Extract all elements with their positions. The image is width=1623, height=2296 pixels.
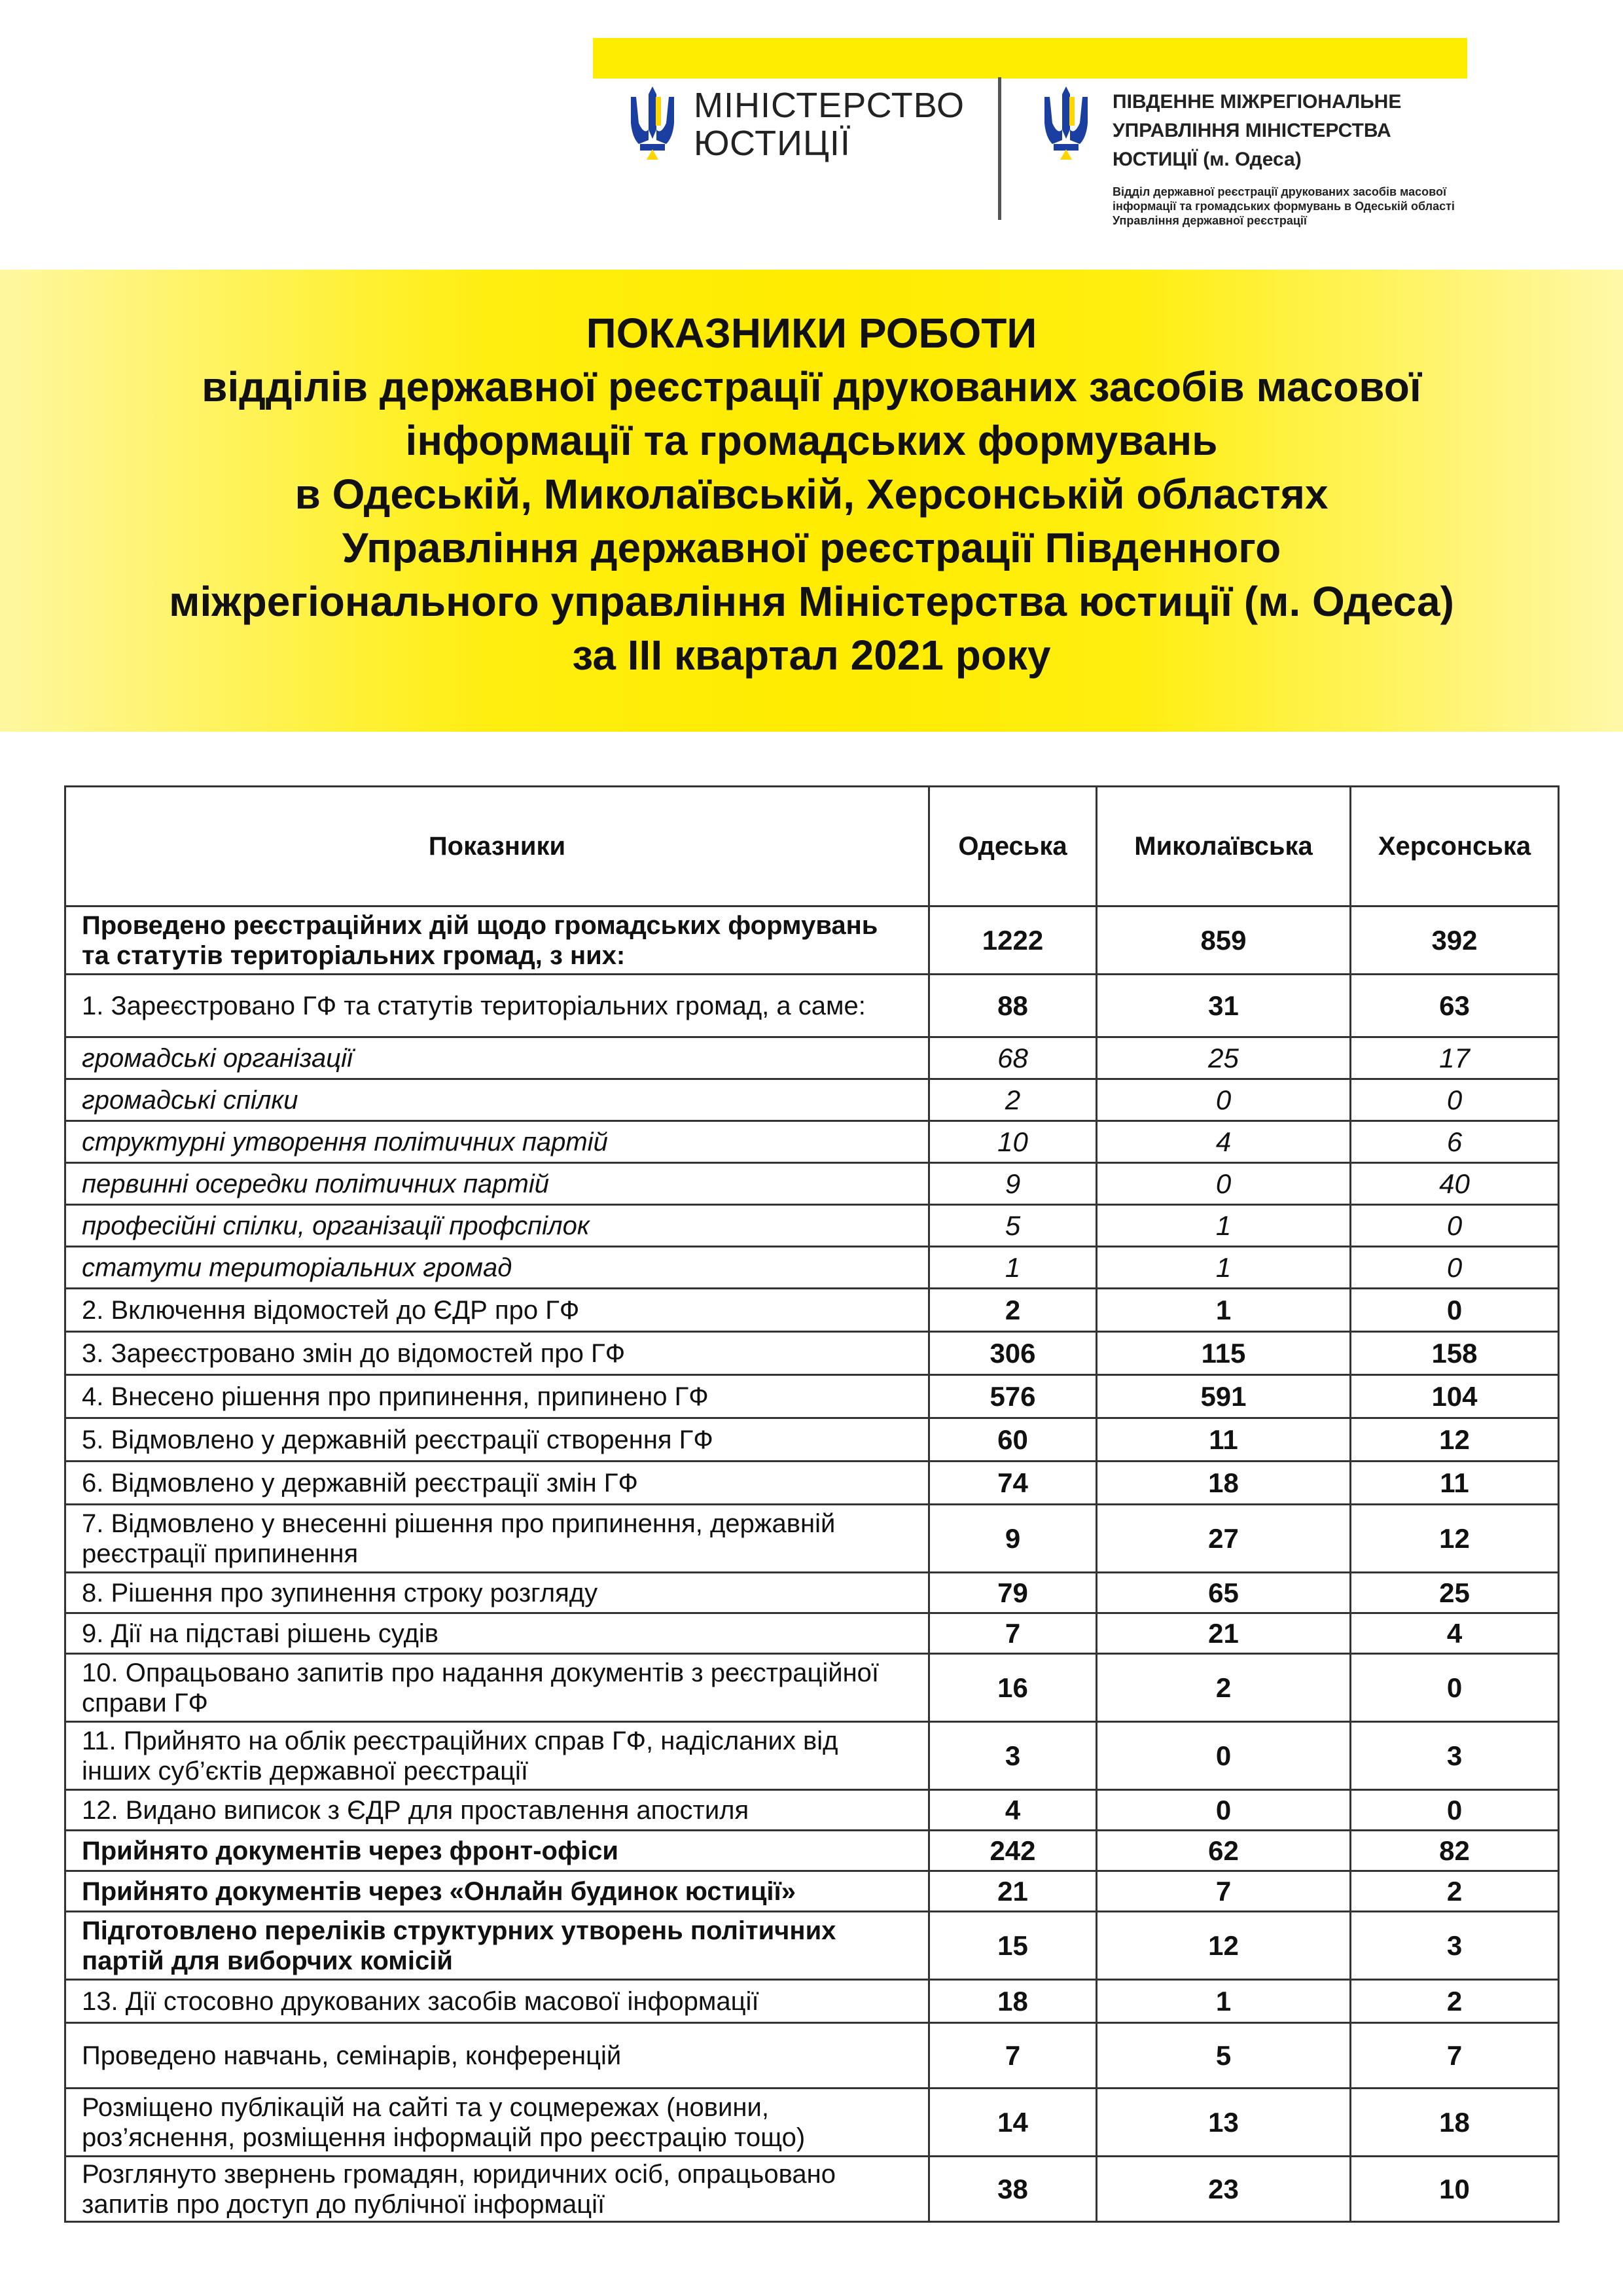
kherson-value: 18: [1351, 2089, 1559, 2157]
banner-title: [0, 306, 1623, 682]
row-label: 3. Зареєстровано змін до відомостей про ГФ: [65, 1332, 929, 1375]
row-label: громадські спілки: [65, 1079, 929, 1121]
kherson-value: 392: [1351, 906, 1559, 975]
table-row: [65, 1505, 1559, 1573]
table-row: [65, 1722, 1559, 1790]
row-label: 6. Відмовлено у державній реєстрації змін ГФ: [65, 1462, 929, 1505]
mykolaiv-value: 2: [1097, 1654, 1351, 1722]
row-label: Розглянуто звернень громадян, юридичних осіб, опрацьовано запитів про доступ до публічної інформації: [65, 2157, 929, 2222]
row-label: 11. Прийнято на облік реєстраційних справ ГФ, надісланих від інших суб’єктів державної реєстрації: [65, 1722, 929, 1790]
mykolaiv-value: 11: [1097, 1418, 1351, 1462]
header-indicators: Показники: [65, 787, 929, 906]
table-row: [65, 1980, 1559, 2023]
table-row: [65, 1912, 1559, 1980]
kherson-value: 25: [1351, 1573, 1559, 1613]
department-subtitle: Відділ державної реєстрації друкованих засобів масової інформації та громадських формувань в Одеській області Управління державної реєстрації: [1113, 185, 1455, 227]
header-divider: [998, 77, 1001, 220]
table-row: [65, 1462, 1559, 1505]
banner-line: відділів державної реєстрації друкованих засобів масової: [202, 363, 1421, 410]
trident-emblem-icon: [627, 84, 678, 164]
kherson-value: 7: [1351, 2023, 1559, 2089]
banner-line: за ІІІ квартал 2021 року: [572, 632, 1051, 679]
mykolaiv-value: 0: [1097, 1079, 1351, 1121]
header-mykolaiv: Миколаївська: [1097, 787, 1351, 906]
kherson-value: 40: [1351, 1163, 1559, 1205]
row-label: Розміщено публікацій на сайті та у соцмережах (новини, роз’яснення, розміщення інформацій про реєстрацію тощо): [65, 2089, 929, 2157]
table-row: [65, 1163, 1559, 1205]
table-row: [65, 2023, 1559, 2089]
kherson-value: 6: [1351, 1121, 1559, 1163]
table-row: [65, 1831, 1559, 1871]
mykolaiv-value: 21: [1097, 1613, 1351, 1654]
mykolaiv-value: 31: [1097, 975, 1351, 1037]
row-label: 7. Відмовлено у внесенні рішення про припинення, державній реєстрації припинення: [65, 1505, 929, 1573]
odesa-value: 2: [929, 1289, 1097, 1332]
mykolaiv-value: 115: [1097, 1332, 1351, 1375]
table-row: [65, 1332, 1559, 1375]
odesa-value: 15: [929, 1912, 1097, 1980]
odesa-value: 4: [929, 1790, 1097, 1831]
mykolaiv-value: 23: [1097, 2157, 1351, 2222]
odesa-value: 1222: [929, 906, 1097, 975]
yellow-top-bar: [593, 38, 1467, 79]
row-label: громадські організації: [65, 1037, 929, 1079]
table-row: [65, 975, 1559, 1037]
mykolaiv-value: 7: [1097, 1871, 1351, 1912]
mykolaiv-value: 1: [1097, 1205, 1351, 1247]
odesa-value: 88: [929, 975, 1097, 1037]
table-row: [65, 1037, 1559, 1079]
statistics-table: [64, 785, 1560, 2223]
kherson-value: 0: [1351, 1247, 1559, 1289]
mykolaiv-value: 62: [1097, 1831, 1351, 1871]
odesa-value: 60: [929, 1418, 1097, 1462]
row-label: 4. Внесено рішення про припинення, припинено ГФ: [65, 1375, 929, 1418]
mykolaiv-value: 1: [1097, 1247, 1351, 1289]
row-label: первинні осередки політичних партій: [65, 1163, 929, 1205]
table-row: [65, 1079, 1559, 1121]
banner-line: ПОКАЗНИКИ РОБОТИ: [586, 310, 1037, 357]
table-row: [65, 906, 1559, 975]
table-row: [65, 1418, 1559, 1462]
odesa-value: 9: [929, 1505, 1097, 1573]
trident-emblem-icon: [1041, 84, 1092, 164]
table-row: [65, 1871, 1559, 1912]
table-row: [65, 1654, 1559, 1722]
table-header-row: [65, 787, 1559, 906]
odesa-value: 14: [929, 2089, 1097, 2157]
mykolaiv-value: 27: [1097, 1505, 1351, 1573]
table-row: [65, 1247, 1559, 1289]
row-label: 13. Дії стосовно друкованих засобів масової інформації: [65, 1980, 929, 2023]
mykolaiv-value: 1: [1097, 1980, 1351, 2023]
kherson-value: 17: [1351, 1037, 1559, 1079]
kherson-value: 12: [1351, 1418, 1559, 1462]
kherson-value: 158: [1351, 1332, 1559, 1375]
row-label: 9. Дії на підставі рішень судів: [65, 1613, 929, 1654]
table-row: [65, 2157, 1559, 2222]
odesa-value: 74: [929, 1462, 1097, 1505]
row-label: Проведено реєстраційних дій щодо громадських формувань та статутів територіальних громад, з них:: [65, 906, 929, 975]
row-label: Прийнято документів через фронт-офіси: [65, 1831, 929, 1871]
odesa-value: 79: [929, 1573, 1097, 1613]
row-label: Проведено навчань, семінарів, конференцій: [65, 2023, 929, 2089]
table-row: [65, 1205, 1559, 1247]
department-title: ПІВДЕННЕ МІЖРЕГІОНАЛЬНЕ УПРАВЛІННЯ МІНІСТЕРСТВА ЮСТИЦІЇ (м. Одеса): [1113, 91, 1402, 170]
odesa-value: 9: [929, 1163, 1097, 1205]
kherson-value: 63: [1351, 975, 1559, 1037]
banner-line: міжрегіонального управління Міністерства юстиції (м. Одеса): [169, 578, 1454, 625]
row-label: Прийнято документів через «Онлайн будинок юстиції»: [65, 1871, 929, 1912]
mykolaiv-value: 0: [1097, 1163, 1351, 1205]
kherson-value: 0: [1351, 1654, 1559, 1722]
table-row: [65, 1790, 1559, 1831]
row-label: професійні спілки, організації профспілок: [65, 1205, 929, 1247]
header-odesa: Одеська: [929, 787, 1097, 906]
kherson-value: 0: [1351, 1079, 1559, 1121]
table-row: [65, 1573, 1559, 1613]
row-label: структурні утворення політичних партій: [65, 1121, 929, 1163]
table-row: [65, 1613, 1559, 1654]
kherson-value: 2: [1351, 1980, 1559, 2023]
odesa-value: 21: [929, 1871, 1097, 1912]
kherson-value: 0: [1351, 1205, 1559, 1247]
mykolaiv-value: 1: [1097, 1289, 1351, 1332]
mykolaiv-value: 859: [1097, 906, 1351, 975]
mykolaiv-value: 4: [1097, 1121, 1351, 1163]
ministry-name: МІНІСТЕРСТВО ЮСТИЦІЇ: [694, 86, 965, 163]
mykolaiv-value: 25: [1097, 1037, 1351, 1079]
row-label: 5. Відмовлено у державній реєстрації створення ГФ: [65, 1418, 929, 1462]
table-row: [65, 1289, 1559, 1332]
mykolaiv-value: 0: [1097, 1790, 1351, 1831]
kherson-value: 0: [1351, 1790, 1559, 1831]
row-label: 12. Видано виписок з ЄДР для проставлення апостиля: [65, 1790, 929, 1831]
row-label: 10. Опрацьовано запитів про надання документів з реєстраційної справи ГФ: [65, 1654, 929, 1722]
kherson-value: 11: [1351, 1462, 1559, 1505]
table-row: [65, 1121, 1559, 1163]
odesa-value: 38: [929, 2157, 1097, 2222]
header-kherson: Херсонська: [1351, 787, 1559, 906]
mykolaiv-value: 5: [1097, 2023, 1351, 2089]
mykolaiv-value: 0: [1097, 1722, 1351, 1790]
banner-line: Управління державної реєстрації Південного: [342, 524, 1281, 571]
banner-line: в Одеській, Миколаївській, Херсонській областях: [294, 471, 1329, 518]
table-row: [65, 2089, 1559, 2157]
mykolaiv-value: 65: [1097, 1573, 1351, 1613]
odesa-value: 576: [929, 1375, 1097, 1418]
odesa-value: 10: [929, 1121, 1097, 1163]
row-label: 1. Зареєстровано ГФ та статутів територіальних громад, а саме:: [65, 975, 929, 1037]
mykolaiv-value: 13: [1097, 2089, 1351, 2157]
odesa-value: 242: [929, 1831, 1097, 1871]
odesa-value: 306: [929, 1332, 1097, 1375]
kherson-value: 104: [1351, 1375, 1559, 1418]
odesa-value: 2: [929, 1079, 1097, 1121]
kherson-value: 3: [1351, 1912, 1559, 1980]
odesa-value: 18: [929, 1980, 1097, 2023]
mykolaiv-value: 591: [1097, 1375, 1351, 1418]
odesa-value: 7: [929, 2023, 1097, 2089]
banner-line: інформації та громадських формувань: [405, 417, 1218, 464]
kherson-value: 12: [1351, 1505, 1559, 1573]
table-row: [65, 1375, 1559, 1418]
odesa-value: 3: [929, 1722, 1097, 1790]
odesa-value: 5: [929, 1205, 1097, 1247]
kherson-value: 0: [1351, 1289, 1559, 1332]
mykolaiv-value: 18: [1097, 1462, 1351, 1505]
row-label: 2. Включення відомостей до ЄДР про ГФ: [65, 1289, 929, 1332]
row-label: Підготовлено переліків структурних утворень політичних партій для виборчих комісій: [65, 1912, 929, 1980]
odesa-value: 1: [929, 1247, 1097, 1289]
odesa-value: 68: [929, 1037, 1097, 1079]
odesa-value: 16: [929, 1654, 1097, 1722]
row-label: статути територіальних громад: [65, 1247, 929, 1289]
kherson-value: 10: [1351, 2157, 1559, 2222]
odesa-value: 7: [929, 1613, 1097, 1654]
kherson-value: 2: [1351, 1871, 1559, 1912]
kherson-value: 82: [1351, 1831, 1559, 1871]
kherson-value: 4: [1351, 1613, 1559, 1654]
row-label: 8. Рішення про зупинення строку розгляду: [65, 1573, 929, 1613]
kherson-value: 3: [1351, 1722, 1559, 1790]
mykolaiv-value: 12: [1097, 1912, 1351, 1980]
